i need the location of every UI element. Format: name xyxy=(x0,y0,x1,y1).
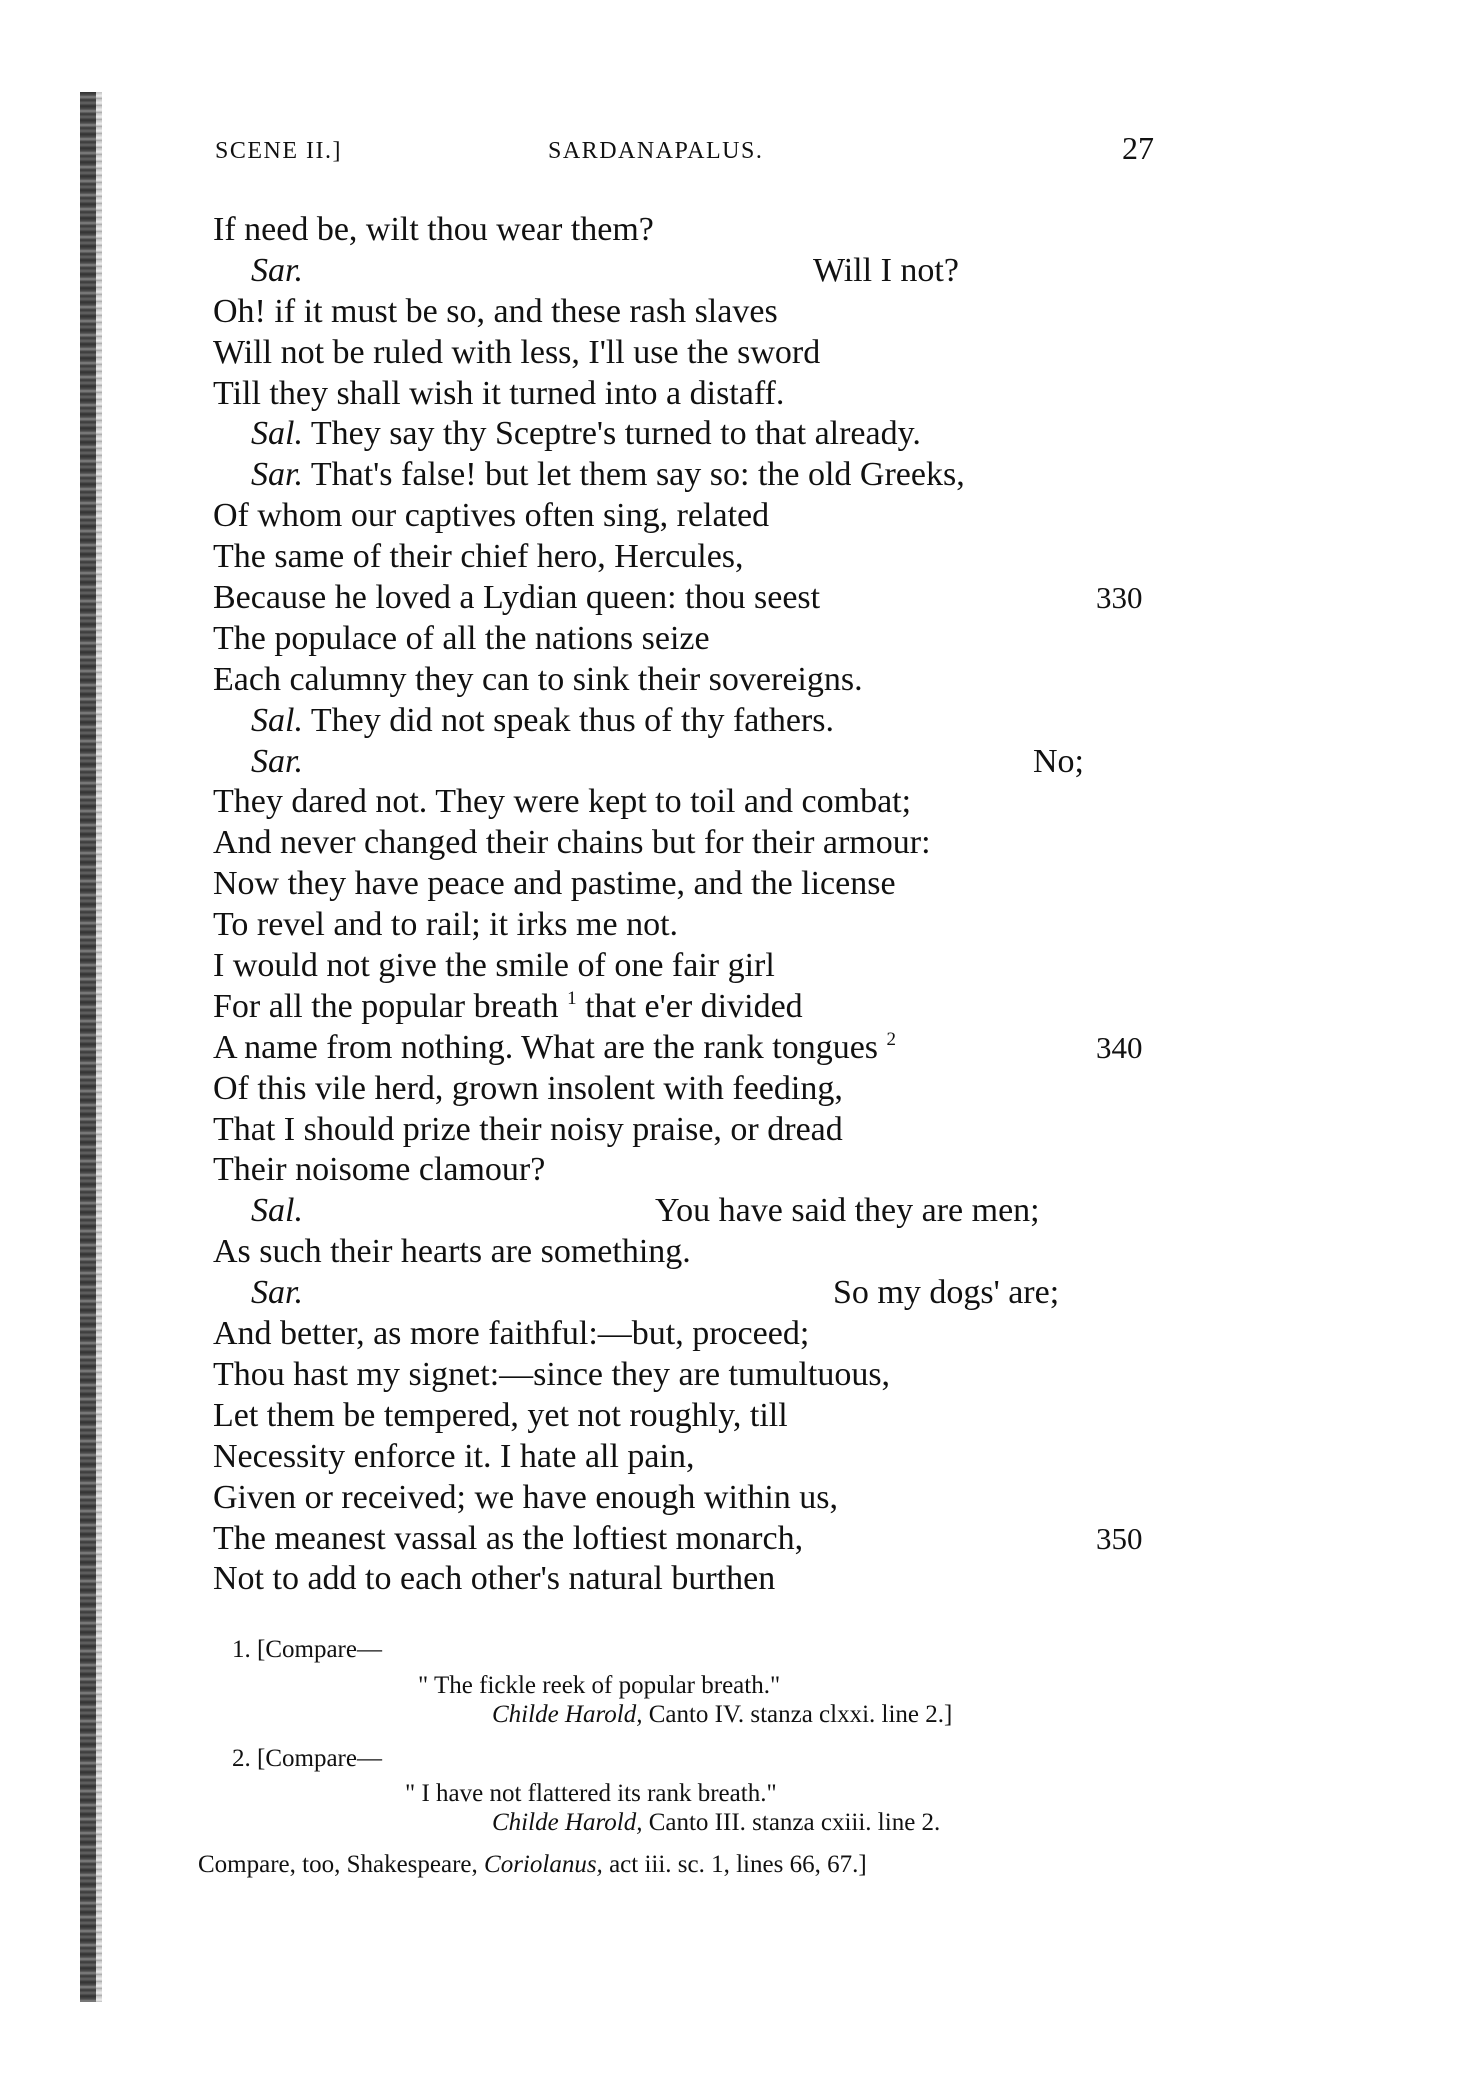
footnote-marker: 1 xyxy=(567,987,577,1009)
verse-line: Sal. They say thy Sceptre's turned to that already. xyxy=(251,415,921,453)
footnote-marker: 2 xyxy=(886,1028,897,1050)
verse-line: The meanest vassal as the loftiest monarch, 350 xyxy=(213,1519,1173,1560)
speaker-label: Sar. xyxy=(251,251,303,289)
verse-line: As such their hearts are something. xyxy=(213,1233,691,1271)
verse-line: The same of their chief hero, Hercules, xyxy=(213,538,744,576)
footnote-2-continuation: Compare, too, Shakespeare, Coriolanus, act iii. sc. 1, lines 66, 67.] xyxy=(198,1851,867,1878)
book-spine-shadow xyxy=(80,92,102,2002)
verse-line: Sar. So my dogs' are; xyxy=(251,1274,1060,1312)
verse-line: Each calumny they can to sink their sovereigns. xyxy=(213,660,863,698)
footnote-1-label: 1. [Compare— xyxy=(232,1636,382,1663)
verse-line: Sal. They did not speak thus of thy fathers. xyxy=(251,701,834,739)
speaker-label: Sal. xyxy=(251,415,303,453)
verse-line: Of whom our captives often sing, related xyxy=(213,497,770,535)
verse-line: The populace of all the nations seize xyxy=(213,619,710,657)
verse-line: I would not give the smile of one fair girl xyxy=(213,947,775,985)
verse-line: Because he loved a Lydian queen: thou seest 330 xyxy=(213,578,1173,619)
footnote-2-source: Childe Harold, Canto III. stanza cxiii. line 2. xyxy=(492,1809,941,1836)
page-number: 27 xyxy=(1122,130,1154,166)
verse-line: That I should prize their noisy praise, or dread xyxy=(213,1110,843,1148)
verse-line: They dared not. They were kept to toil and combat; xyxy=(213,783,912,821)
verse-line: A name from nothing. What are the rank tongues $^2$ 340 xyxy=(213,1028,1173,1069)
speaker-label: Sal. xyxy=(251,701,303,739)
footnote-2-label: 2. [Compare— xyxy=(232,1745,382,1772)
verse-line: If need be, wilt thou wear them? xyxy=(213,211,654,248)
speaker-label: Sar. xyxy=(251,1274,303,1312)
work-title: Childe Harold, xyxy=(492,1809,643,1836)
speaker-label: Sar. xyxy=(251,742,303,780)
verse-line: Of this vile herd, grown insolent with feeding, xyxy=(213,1069,843,1107)
line-number: 340 xyxy=(1096,1029,1143,1065)
verse-line: Given or received; we have enough within us, xyxy=(213,1478,839,1516)
verse-line: Necessity enforce it. I hate all pain, xyxy=(213,1437,695,1475)
footnote-2-quote: " I have not flattered its rank breath." xyxy=(405,1780,777,1807)
verse-line: To revel and to rail; it irks me not. xyxy=(213,906,679,944)
verse-line: Sar. No; xyxy=(251,742,1084,780)
verse-line: Will not be ruled with less, I'll use the sword xyxy=(213,333,821,371)
verse-line: For all the popular breath $^1$ that e'er divided xyxy=(213,987,803,1025)
verse-line: Sal. You have said they are men; xyxy=(251,1192,1040,1230)
verse-block xyxy=(213,210,1173,1600)
verse-line: Now they have peace and pastime, and the license xyxy=(213,865,896,903)
footnote-1-source: Childe Harold, Canto IV. stanza clxxi. line 2.] xyxy=(492,1701,953,1728)
verse-line: Not to add to each other's natural burthen xyxy=(213,1560,776,1598)
verse-line: And better, as more faithful:—but, proceed; xyxy=(213,1315,810,1353)
line-number: 330 xyxy=(1096,580,1143,616)
speaker-label: Sar. xyxy=(251,456,303,494)
verse-line: Their noisome clamour? xyxy=(213,1151,546,1189)
verse-line: Sar. Will I not? xyxy=(251,251,959,289)
verse-line: Sar. That's false! but let them say so: the old Greeks, xyxy=(251,456,965,494)
speaker-label: Sal. xyxy=(251,1192,303,1230)
verse-line: Thou hast my signet:—since they are tumultuous, xyxy=(213,1355,891,1393)
verse-line: Oh! if it must be so, and these rash slaves xyxy=(213,292,778,330)
verse-line: Let them be tempered, yet not roughly, till xyxy=(213,1396,788,1434)
footnote-1-quote: " The fickle reek of popular breath." xyxy=(418,1672,781,1699)
running-head-scene: SCENE II.] xyxy=(215,138,342,164)
verse-line: And never changed their chains but for their armour: xyxy=(213,824,931,862)
line-number: 350 xyxy=(1096,1520,1143,1556)
running-head-title: SARDANAPALUS. xyxy=(548,138,764,164)
work-title: Coriolanus, xyxy=(484,1851,603,1878)
work-title: Childe Harold, xyxy=(492,1701,643,1728)
verse-line: Till they shall wish it turned into a distaff. xyxy=(213,374,785,412)
